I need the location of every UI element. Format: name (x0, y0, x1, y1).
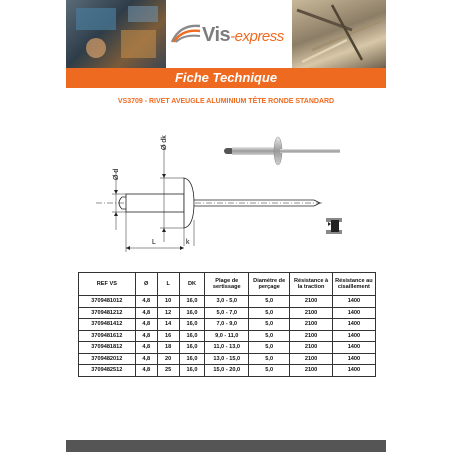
product-subtitle: VS3709 - RIVET AVEUGLE ALUMINIUM TÊTE RONDE STANDARD (117, 98, 335, 105)
brand-name: Vis-express (202, 24, 284, 46)
label-dk: Ø dk (161, 135, 168, 150)
label-d: Ø d (113, 168, 120, 180)
table-row: 3709481812 4,8 18 16,0 11,0 - 13,0 5,0 2100 1400 (79, 342, 376, 354)
label-l: L (152, 239, 156, 246)
brand-logo (166, 0, 292, 68)
col-diameter: Ø (135, 273, 157, 296)
label-k: k (186, 239, 190, 246)
spec-table (78, 272, 376, 377)
header-banner (66, 0, 386, 68)
table-row: 3709481012 4,8 10 16,0 3,0 - 5,0 5,0 2100 1400 (79, 296, 376, 308)
table-row: 3709481412 4,8 14 16,0 7,0 - 9,0 5,0 2100 1400 (79, 319, 376, 331)
datasheet-page (66, 0, 386, 452)
footer-bar (66, 440, 386, 452)
table-row: 3709481212 4,8 12 16,0 5,0 - 7,0 5,0 2100 1400 (79, 307, 376, 319)
table-header-row (79, 273, 376, 296)
screws-photo (292, 0, 386, 68)
page-title: Fiche Technique (174, 70, 278, 85)
col-tensile: Résistance à la traction (290, 273, 333, 296)
installed-rivet-icon (326, 218, 342, 234)
rivet-technical-drawing (86, 130, 346, 260)
table-row: 3709481612 4,8 16 16,0 9,0 - 11,0 5,0 2100 1400 (79, 330, 376, 342)
tools-photo (66, 0, 166, 68)
col-grip-range: Plage de sertissage (205, 273, 249, 296)
table-row: 3709482012 4,8 20 16,0 13,0 - 15,0 5,0 2100 1400 (79, 353, 376, 365)
col-length: L (157, 273, 179, 296)
col-shear: Résistance au cisaillement (332, 273, 375, 296)
table-row: 3709482512 4,8 25 16,0 15,0 - 20,0 5,0 2100 1400 (79, 365, 376, 377)
col-dk: DK (179, 273, 205, 296)
col-drill-diameter: Diamètre de perçage (249, 273, 290, 296)
swoosh-icon (170, 22, 202, 44)
col-ref: REF VS (79, 273, 136, 296)
title-bar (66, 68, 386, 88)
